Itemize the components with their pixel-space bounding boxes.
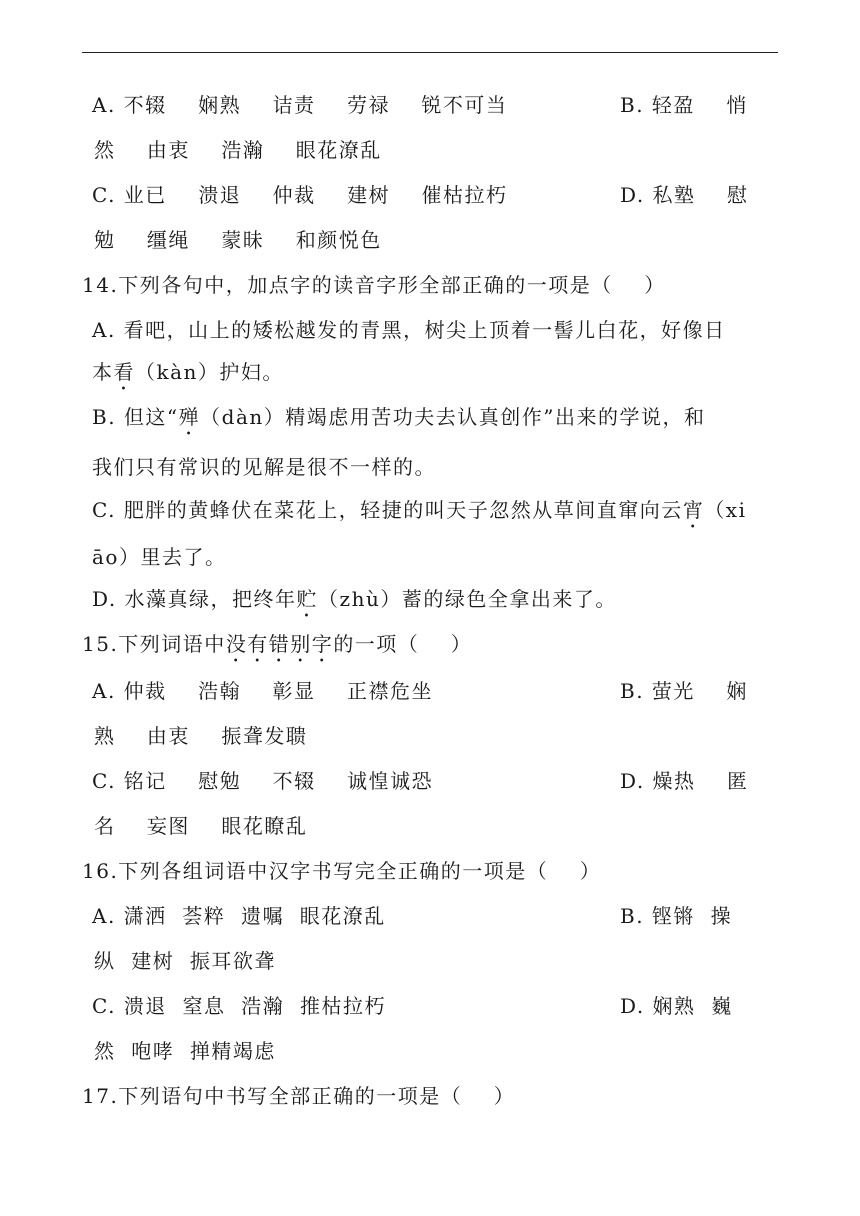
q14-b1-dotted-char: 殚	[178, 405, 201, 429]
q14-option-c-line1	[92, 498, 747, 533]
q14-b1-post: （dàn）精竭虑用苦功夫去认真创作”出来的学说，和	[200, 405, 706, 429]
q15-stem-post: 的一项（ ）	[333, 632, 473, 656]
q15-option-b: B. 萤光 娴	[620, 679, 748, 703]
q14-option-b-line2: 我们只有常识的见解是很不一样的。	[92, 455, 436, 479]
q17-stem: 17.下列语句中书写全部正确的一项是（ ）	[82, 1084, 516, 1108]
q14-c1-dotted-char: 宵	[682, 498, 705, 522]
q14-a2-dotted-char: 看	[113, 360, 135, 384]
q15-stem-pre: 15.下列词语中	[82, 632, 226, 656]
q14-d-dotted-char: 贮	[296, 587, 319, 611]
q14-option-c-line2: āo）里去了。	[92, 545, 227, 569]
q16-option-c: C. 溃退 窒息 浩瀚 推枯拉朽	[92, 994, 386, 1018]
q13-option-d-continued: 勉 缰绳 蒙昧 和颜悦色	[94, 228, 382, 252]
q15-stem-dotted: 没有错别字	[225, 632, 334, 656]
q13-option-b: B. 轻盈 悄	[620, 93, 748, 117]
q13-option-d: D. 私塾 慰	[620, 183, 749, 207]
q16-option-b: B. 铿锵 操	[620, 904, 733, 928]
q14-option-b-line1	[92, 405, 705, 440]
q13-option-b-continued: 然 由衷 浩瀚 眼花潦乱	[94, 138, 382, 162]
header-rule	[82, 52, 778, 53]
q14-a2-post: （kàn）护妇。	[135, 360, 284, 384]
q15-option-c: C. 铭记 慰勉 不辍 诚惶诚恐	[92, 769, 434, 793]
q15-option-d: D. 燥热 匿	[620, 769, 749, 793]
q16-option-d: D. 娴熟 巍	[620, 994, 733, 1018]
q13-option-a: A. 不辍 娴熟 诘责 劳禄 锐不可当	[92, 93, 508, 117]
q15-option-b-continued: 熟 由衷 振聋发聩	[94, 724, 308, 748]
q14-a2-pre: 本	[92, 360, 114, 384]
q13-option-c: C. 业已 溃退 仲裁 建树 催枯拉朽	[92, 183, 508, 207]
q15-stem	[82, 632, 472, 667]
q15-option-a: A. 仲裁 浩翰 彰显 正襟危坐	[92, 679, 433, 703]
q16-stem: 16.下列各组词语中汉字书写完全正确的一项是（ ）	[82, 859, 602, 883]
q14-option-a-line2	[92, 360, 284, 395]
q16-option-b-continued: 纵 建树 振耳欲聋	[94, 949, 276, 973]
q14-option-d	[92, 587, 617, 622]
q14-c1-pre: C. 肥胖的黄蜂伏在菜花上，轻捷的叫天子忽然从草间直窜向云	[92, 498, 683, 522]
q16-option-a: A. 潇洒 荟粹 遗嘱 眼花潦乱	[92, 904, 386, 928]
q14-c1-post: （xi	[704, 498, 747, 522]
q14-option-a-line1: A. 看吧，山上的矮松越发的青黑，树尖上顶着一髻儿白花，好像日	[92, 318, 726, 342]
q14-stem: 14.下列各句中，加点字的读音字形全部正确的一项是（ ）	[82, 273, 666, 297]
q14-d-pre: D. 水藻真绿，把终年	[92, 587, 297, 611]
q16-option-d-continued: 然 咆哮 掸精竭虑	[94, 1039, 276, 1063]
q14-d-post: （zhù）蓄的绿色全拿出来了。	[318, 587, 617, 611]
q15-option-d-continued: 名 妄图 眼花瞭乱	[94, 814, 308, 838]
q14-b1-pre: B. 但这“	[92, 405, 179, 429]
